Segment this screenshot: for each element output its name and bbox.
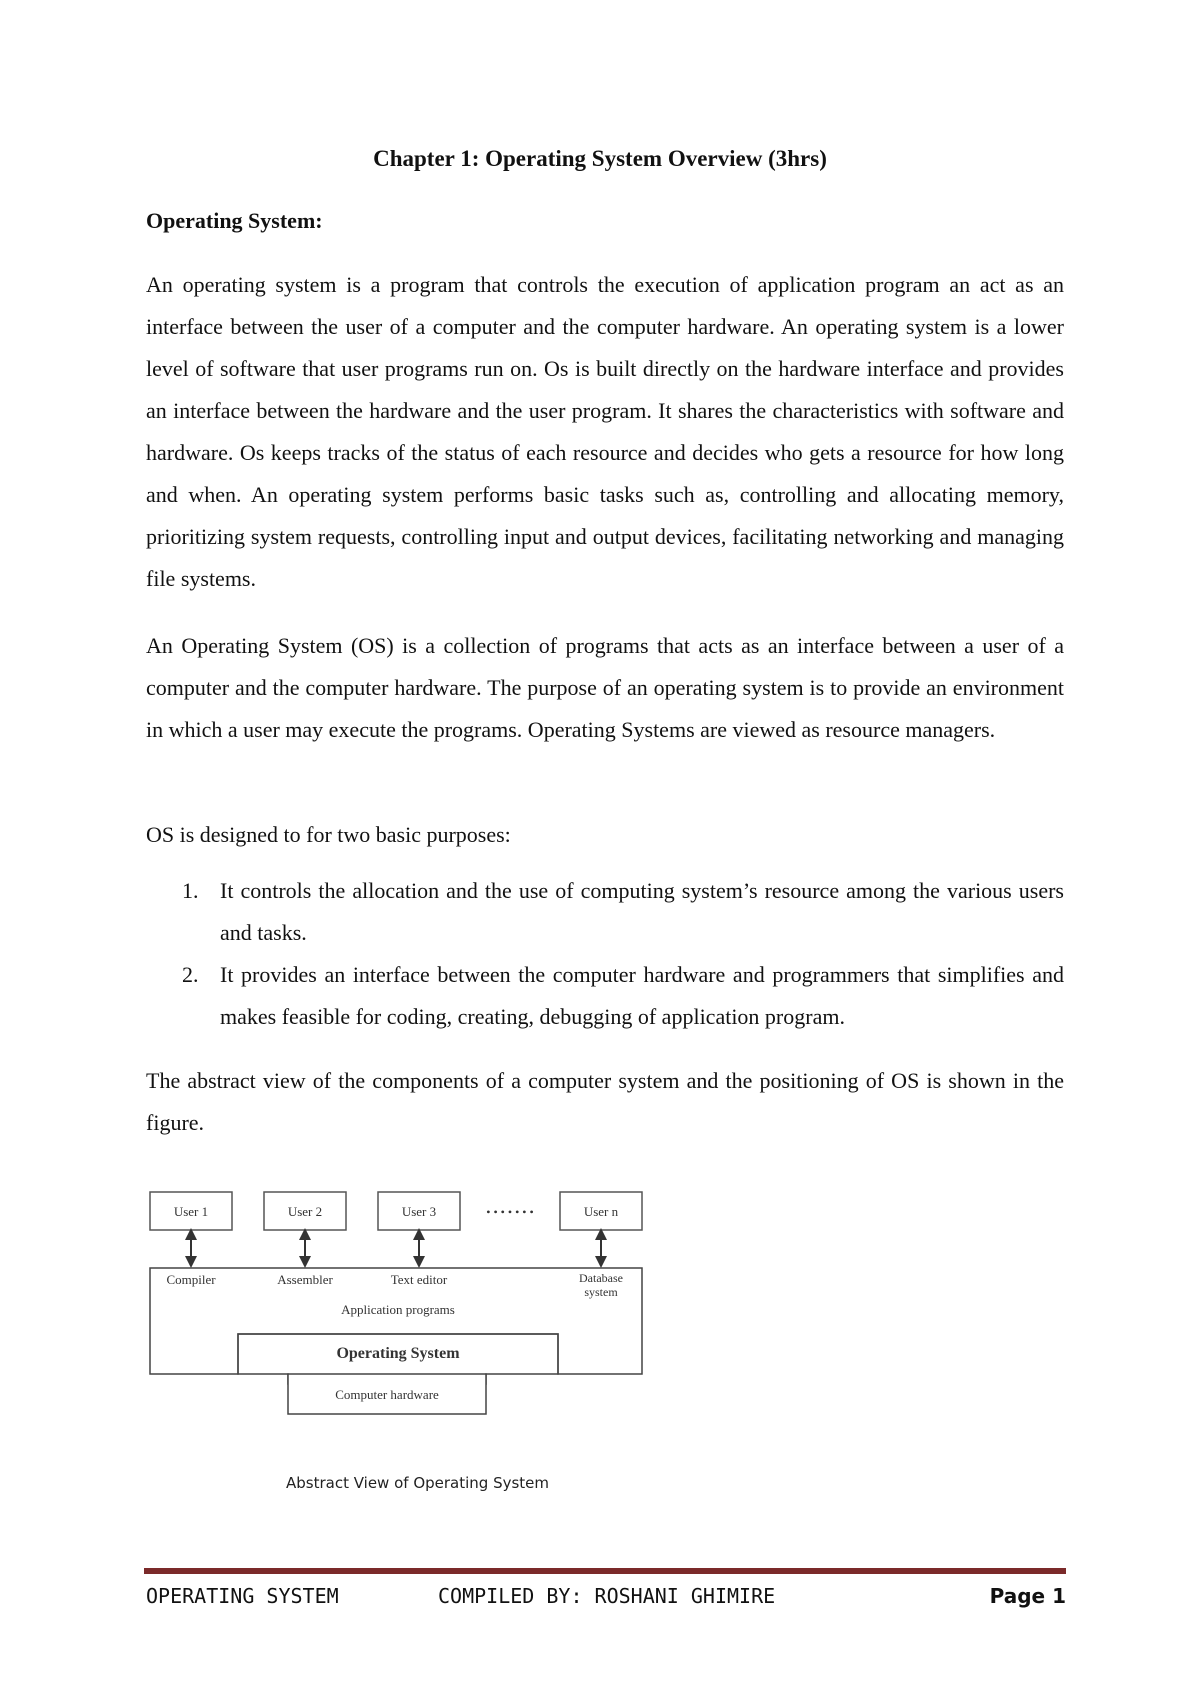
page-number: Page 1	[989, 1584, 1066, 1608]
user-label: User 1	[173, 1204, 209, 1219]
list-number: 2.	[182, 962, 199, 987]
list-item	[146, 954, 1064, 1038]
chapter-title: Chapter 1: Operating System Overview (3hrs)	[373, 146, 827, 171]
purpose-list	[146, 870, 1064, 1038]
ellipsis-dots: • • • • • • •	[486, 1205, 534, 1219]
user-label: User 2	[287, 1204, 323, 1219]
os-diagram-svg	[146, 1184, 656, 1434]
os-diagram	[146, 1184, 656, 1434]
app-label: Assembler	[277, 1272, 333, 1287]
app-label: Compiler	[166, 1272, 216, 1287]
paragraph-4: The abstract view of the components of a computer system and the positioning of OS is shown in the figure.	[146, 1068, 1064, 1135]
paragraph-3: OS is designed to for two basic purposes:	[146, 822, 511, 847]
footer-course: OPERATING SYSTEM	[146, 1584, 339, 1608]
list-item	[146, 870, 1064, 954]
application-layer-label: Application programs	[341, 1302, 455, 1317]
app-label: Database	[579, 1271, 623, 1285]
list-text: It provides an interface between the computer hardware and programmers that simplifies and makes feasible for coding, creating, debugging of application program.	[220, 962, 1064, 1029]
user-label: User n	[583, 1204, 619, 1219]
footer-author: COMPILED BY: ROSHANI GHIMIRE	[438, 1584, 776, 1608]
footer-divider	[144, 1568, 1066, 1574]
paragraph-1: An operating system is a program that controls the execution of application program an act as an interface between the user of a computer and the computer hardware. An operating system is a lower level of software that user programs run on. Os is built directly on the hardware interface and provides an interface between the hardware and the user program. It shares the characteristics with software and hardware. Os keeps tracks of the status of each resource and decides who gets a resource for how long and when. An operating system performs basic tasks such as, controlling and allocating memory, prioritizing system requests, controlling input and output devices, facilitating networking and managing file systems.	[146, 272, 1064, 591]
list-text: It controls the allocation and the use of computing system’s resource among the various users and tasks.	[220, 878, 1064, 945]
os-layer-label: Operating System	[336, 1345, 460, 1362]
paragraph-2: An Operating System (OS) is a collection of programs that acts as an interface between a user of a computer and the computer hardware. The purpose of an operating system is to provide an environment in which a user may execute the programs. Operating Systems are viewed as resource managers.	[146, 633, 1064, 742]
app-label: Text editor	[390, 1272, 448, 1287]
app-label: system	[584, 1285, 618, 1299]
figure-caption: Abstract View of Operating System	[286, 1474, 550, 1492]
hardware-label: Computer hardware	[335, 1387, 439, 1402]
list-number: 1.	[182, 878, 199, 903]
user-label: User 3	[401, 1204, 437, 1219]
section-heading: Operating System:	[146, 208, 323, 233]
